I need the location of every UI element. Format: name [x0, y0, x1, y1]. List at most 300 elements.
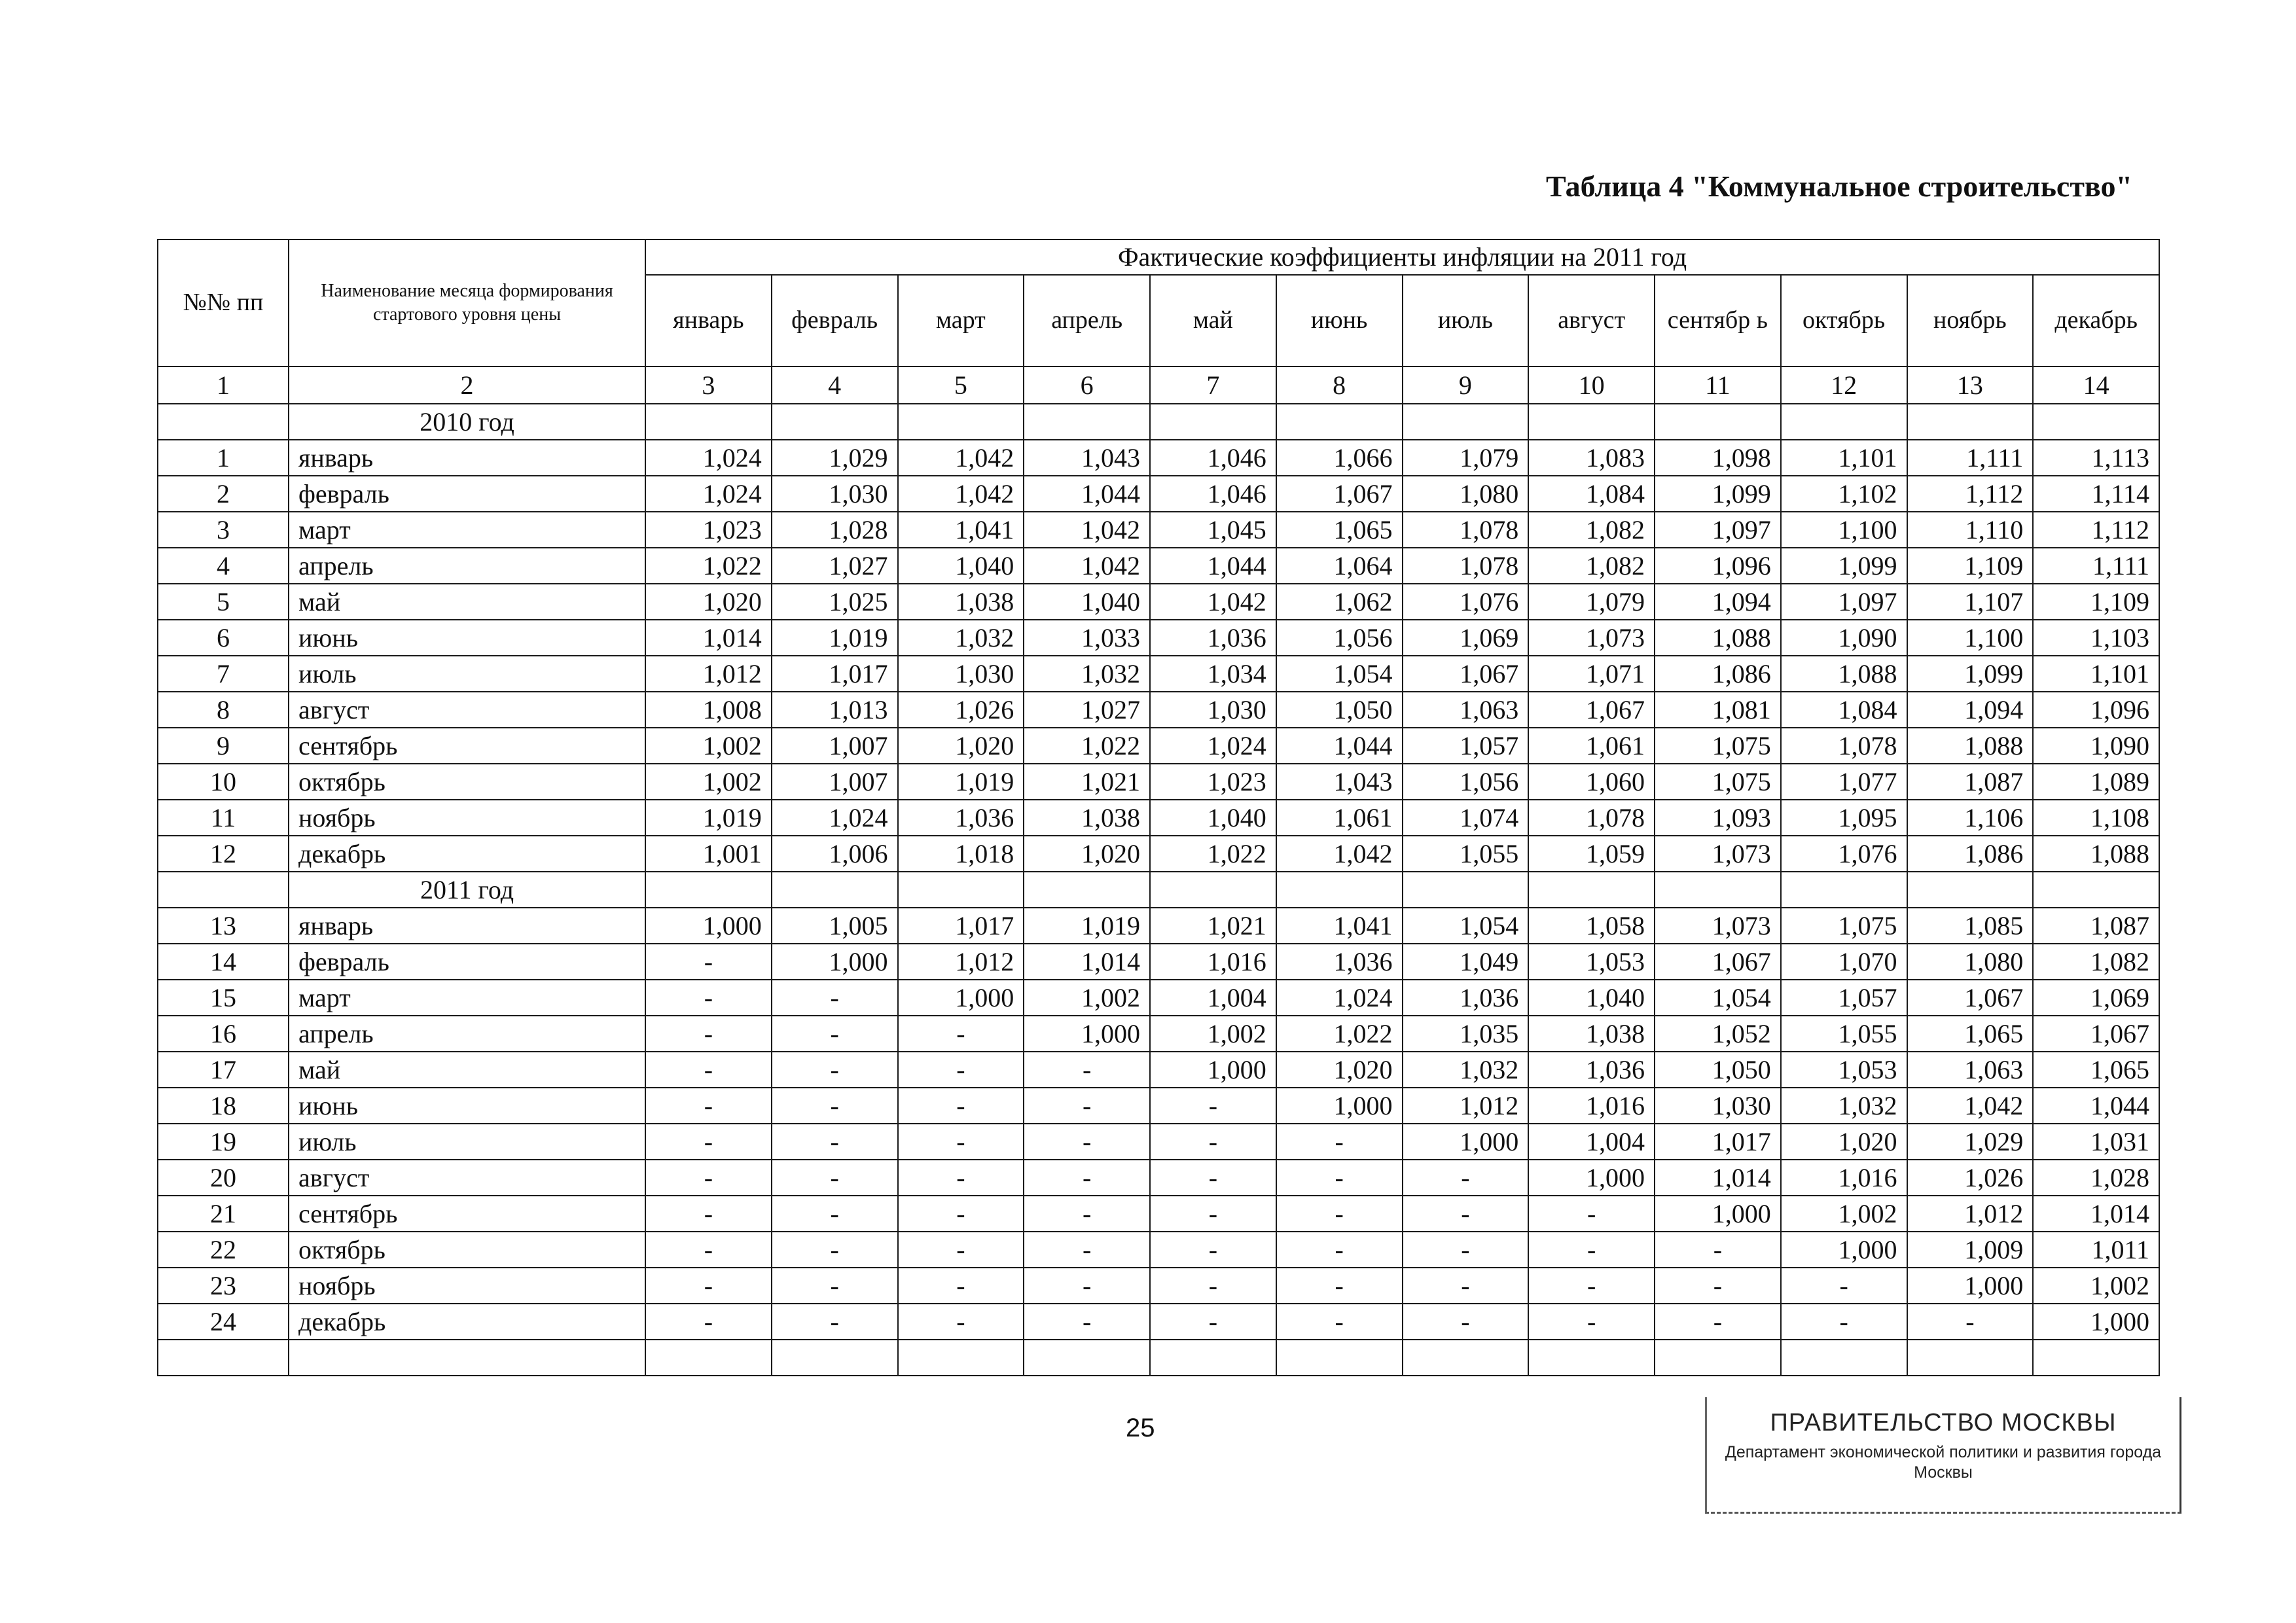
empty-cell: [1528, 404, 1655, 440]
inflation-coefficients-table: [157, 239, 2160, 1376]
header-month: сентябр ь: [1655, 275, 1781, 366]
coefficient-cell: 1,101: [2033, 656, 2159, 692]
coefficient-cell: 1,000: [645, 908, 772, 944]
coefficient-cell: -: [1276, 1196, 1403, 1232]
coefficient-cell: 1,050: [1276, 692, 1403, 728]
coefficient-cell: -: [772, 980, 898, 1016]
coefficient-cell: 1,113: [2033, 440, 2159, 476]
row-number: 8: [158, 692, 289, 728]
row-number: 24: [158, 1304, 289, 1340]
coefficient-cell: 1,087: [1907, 764, 2034, 800]
coefficient-cell: 1,042: [1276, 836, 1403, 872]
coefficient-cell: 1,064: [1276, 548, 1403, 584]
coefficient-cell: 1,049: [1403, 944, 1529, 980]
coefficient-cell: 1,014: [645, 620, 772, 656]
coefficient-cell: 1,096: [2033, 692, 2159, 728]
empty-cell: [2033, 1340, 2159, 1376]
coefficient-cell: 1,002: [1024, 980, 1150, 1016]
row-month: январь: [289, 440, 645, 476]
empty-cell: [1655, 872, 1781, 908]
header-month: октябрь: [1781, 275, 1907, 366]
coefficient-cell: 1,079: [1528, 584, 1655, 620]
coefficient-cell: -: [772, 1304, 898, 1340]
coefficient-cell: 1,063: [1907, 1052, 2034, 1088]
row-number: 19: [158, 1124, 289, 1160]
coefficient-cell: 1,066: [1276, 440, 1403, 476]
row-month: октябрь: [289, 764, 645, 800]
coefficient-cell: 1,022: [1150, 836, 1276, 872]
column-number: 13: [1907, 366, 2034, 404]
coefficient-cell: 1,038: [898, 584, 1024, 620]
coefficient-cell: -: [1276, 1304, 1403, 1340]
coefficient-cell: 1,013: [772, 692, 898, 728]
coefficient-cell: 1,022: [645, 548, 772, 584]
header-col-number: №№ пп: [158, 240, 289, 366]
coefficient-cell: 1,012: [898, 944, 1024, 980]
coefficient-cell: -: [1024, 1196, 1150, 1232]
coefficient-cell: 1,014: [1024, 944, 1150, 980]
row-month: апрель: [289, 1016, 645, 1052]
row-number: 3: [158, 512, 289, 548]
coefficient-cell: 1,109: [1907, 548, 2034, 584]
coefficient-cell: 1,061: [1276, 800, 1403, 836]
coefficient-cell: 1,054: [1403, 908, 1529, 944]
coefficient-cell: 1,043: [1024, 440, 1150, 476]
coefficient-cell: 1,042: [898, 476, 1024, 512]
coefficient-cell: 1,043: [1276, 764, 1403, 800]
coefficient-cell: 1,040: [1528, 980, 1655, 1016]
coefficient-cell: 1,040: [1024, 584, 1150, 620]
year-row-num: [158, 872, 289, 908]
row-number: 13: [158, 908, 289, 944]
coefficient-cell: 1,069: [1403, 620, 1529, 656]
coefficient-cell: -: [898, 1304, 1024, 1340]
coefficient-cell: 1,076: [1403, 584, 1529, 620]
coefficient-cell: 1,030: [772, 476, 898, 512]
coefficient-cell: 1,029: [1907, 1124, 2034, 1160]
coefficient-cell: -: [1024, 1304, 1150, 1340]
coefficient-cell: 1,067: [1907, 980, 2034, 1016]
row-month: август: [289, 1160, 645, 1196]
row-month: март: [289, 980, 645, 1016]
row-month: август: [289, 692, 645, 728]
coefficient-cell: 1,031: [2033, 1124, 2159, 1160]
coefficient-cell: 1,077: [1781, 764, 1907, 800]
empty-cell: [645, 1340, 772, 1376]
page-number: 25: [1126, 1414, 1155, 1442]
coefficient-cell: 1,114: [2033, 476, 2159, 512]
coefficient-cell: -: [1024, 1088, 1150, 1124]
coefficient-cell: 1,011: [2033, 1232, 2159, 1268]
row-number: 9: [158, 728, 289, 764]
row-number: 20: [158, 1160, 289, 1196]
coefficient-cell: 1,082: [1528, 548, 1655, 584]
coefficient-cell: 1,090: [1781, 620, 1907, 656]
coefficient-cell: 1,065: [1907, 1016, 2034, 1052]
coefficient-cell: 1,082: [1528, 512, 1655, 548]
coefficient-cell: 1,000: [1528, 1160, 1655, 1196]
coefficient-cell: 1,086: [1655, 656, 1781, 692]
coefficient-cell: -: [1276, 1232, 1403, 1268]
empty-cell: [1150, 872, 1276, 908]
coefficient-cell: 1,024: [1150, 728, 1276, 764]
coefficient-cell: 1,036: [1528, 1052, 1655, 1088]
coefficient-cell: 1,067: [1655, 944, 1781, 980]
coefficient-cell: 1,023: [1150, 764, 1276, 800]
row-number: 11: [158, 800, 289, 836]
empty-cell: [898, 1340, 1024, 1376]
empty-cell: [1781, 404, 1907, 440]
coefficient-cell: 1,001: [645, 836, 772, 872]
row-month: июнь: [289, 620, 645, 656]
row-month: апрель: [289, 548, 645, 584]
table-row: [158, 620, 2159, 656]
coefficient-cell: 1,097: [1781, 584, 1907, 620]
coefficient-cell: 1,030: [898, 656, 1024, 692]
table-row: [158, 908, 2159, 944]
empty-row: [158, 1340, 2159, 1376]
coefficient-cell: 1,096: [1655, 548, 1781, 584]
row-number: 12: [158, 836, 289, 872]
empty-cell: [1907, 1340, 2034, 1376]
coefficient-cell: 1,102: [1781, 476, 1907, 512]
empty-cell: [2033, 404, 2159, 440]
coefficient-cell: 1,069: [2033, 980, 2159, 1016]
coefficient-cell: 1,109: [2033, 584, 2159, 620]
coefficient-cell: 1,058: [1528, 908, 1655, 944]
row-month: ноябрь: [289, 800, 645, 836]
row-month: февраль: [289, 476, 645, 512]
coefficient-cell: 1,032: [1024, 656, 1150, 692]
header-month: февраль: [772, 275, 898, 366]
table-row: [158, 548, 2159, 584]
coefficient-cell: 1,111: [1907, 440, 2034, 476]
coefficient-cell: 1,000: [1403, 1124, 1529, 1160]
empty-cell: [1150, 404, 1276, 440]
coefficient-cell: -: [772, 1016, 898, 1052]
coefficient-cell: 1,063: [1403, 692, 1529, 728]
coefficient-cell: 1,057: [1781, 980, 1907, 1016]
coefficient-cell: 1,024: [772, 800, 898, 836]
coefficient-cell: 1,000: [898, 980, 1024, 1016]
coefficient-cell: 1,071: [1528, 656, 1655, 692]
empty-cell: [1024, 1340, 1150, 1376]
coefficient-cell: -: [1528, 1196, 1655, 1232]
coefficient-cell: 1,080: [1403, 476, 1529, 512]
row-month: июль: [289, 1124, 645, 1160]
row-month: февраль: [289, 944, 645, 980]
coefficient-cell: 1,090: [2033, 728, 2159, 764]
row-month: май: [289, 584, 645, 620]
coefficient-cell: 1,046: [1150, 476, 1276, 512]
column-number: 7: [1150, 366, 1276, 404]
coefficient-cell: 1,050: [1655, 1052, 1781, 1088]
row-number: 16: [158, 1016, 289, 1052]
coefficient-cell: -: [1150, 1304, 1276, 1340]
table-row: [158, 1268, 2159, 1304]
coefficient-cell: 1,032: [1403, 1052, 1529, 1088]
coefficient-cell: 1,099: [1907, 656, 2034, 692]
coefficient-cell: -: [645, 1088, 772, 1124]
coefficient-cell: -: [898, 1124, 1024, 1160]
coefficient-cell: 1,036: [898, 800, 1024, 836]
coefficient-cell: 1,100: [1907, 620, 2034, 656]
header-month: август: [1528, 275, 1655, 366]
coefficient-cell: 1,007: [772, 764, 898, 800]
coefficient-cell: 1,004: [1528, 1124, 1655, 1160]
table-row: [158, 1052, 2159, 1088]
coefficient-cell: 1,070: [1781, 944, 1907, 980]
coefficient-cell: 1,002: [1150, 1016, 1276, 1052]
coefficient-cell: -: [898, 1160, 1024, 1196]
coefficient-cell: 1,088: [1655, 620, 1781, 656]
coefficient-cell: 1,088: [1781, 656, 1907, 692]
coefficient-cell: -: [772, 1268, 898, 1304]
coefficient-cell: 1,020: [898, 728, 1024, 764]
table-row: [158, 1088, 2159, 1124]
empty-cell: [772, 872, 898, 908]
coefficient-cell: -: [1276, 1268, 1403, 1304]
table-row: [158, 836, 2159, 872]
row-month: март: [289, 512, 645, 548]
coefficient-cell: 1,067: [1528, 692, 1655, 728]
coefficient-cell: 1,073: [1655, 908, 1781, 944]
coefficient-cell: 1,074: [1403, 800, 1529, 836]
coefficient-cell: 1,012: [645, 656, 772, 692]
coefficient-cell: 1,040: [898, 548, 1024, 584]
row-month: май: [289, 1052, 645, 1088]
empty-cell: [2033, 872, 2159, 908]
coefficient-cell: 1,083: [1528, 440, 1655, 476]
coefficient-cell: 1,075: [1655, 764, 1781, 800]
coefficient-cell: 1,027: [1024, 692, 1150, 728]
coefficient-cell: 1,004: [1150, 980, 1276, 1016]
coefficient-cell: 1,078: [1403, 512, 1529, 548]
coefficient-cell: 1,016: [1150, 944, 1276, 980]
coefficient-cell: -: [1276, 1160, 1403, 1196]
empty-cell: [1907, 872, 2034, 908]
coefficient-cell: 1,042: [1024, 512, 1150, 548]
coefficient-cell: 1,014: [2033, 1196, 2159, 1232]
header-month: апрель: [1024, 275, 1150, 366]
table-row: [158, 656, 2159, 692]
coefficient-cell: 1,042: [1150, 584, 1276, 620]
coefficient-cell: -: [898, 1268, 1024, 1304]
coefficient-cell: -: [645, 1196, 772, 1232]
coefficient-cell: 1,112: [2033, 512, 2159, 548]
empty-cell: [1403, 1340, 1529, 1376]
coefficient-cell: 1,097: [1655, 512, 1781, 548]
coefficient-cell: -: [645, 1160, 772, 1196]
column-number: 8: [1276, 366, 1403, 404]
coefficient-cell: 1,032: [898, 620, 1024, 656]
coefficient-cell: 1,065: [1276, 512, 1403, 548]
coefficient-cell: 1,107: [1907, 584, 2034, 620]
coefficient-cell: 1,007: [772, 728, 898, 764]
coefficient-cell: 1,042: [898, 440, 1024, 476]
empty-cell: [1655, 1340, 1781, 1376]
table-row: [158, 1160, 2159, 1196]
coefficient-cell: 1,075: [1655, 728, 1781, 764]
coefficient-cell: -: [898, 1232, 1024, 1268]
table-row: [158, 692, 2159, 728]
coefficient-cell: 1,017: [898, 908, 1024, 944]
coefficient-cell: 1,023: [645, 512, 772, 548]
coefficient-cell: 1,024: [1276, 980, 1403, 1016]
coefficient-cell: 1,020: [1024, 836, 1150, 872]
coefficient-cell: -: [1528, 1232, 1655, 1268]
row-number: 18: [158, 1088, 289, 1124]
coefficient-cell: 1,106: [1907, 800, 2034, 836]
column-number: 11: [1655, 366, 1781, 404]
table-row: [158, 440, 2159, 476]
coefficient-cell: 1,056: [1403, 764, 1529, 800]
column-number: 10: [1528, 366, 1655, 404]
header-month: ноябрь: [1907, 275, 2034, 366]
coefficient-cell: 1,032: [1781, 1088, 1907, 1124]
coefficient-cell: -: [1150, 1268, 1276, 1304]
coefficient-cell: -: [645, 1304, 772, 1340]
ministry-stamp: [1705, 1397, 2181, 1514]
empty-cell: [898, 872, 1024, 908]
coefficient-cell: -: [645, 1268, 772, 1304]
coefficient-cell: -: [1150, 1196, 1276, 1232]
empty-cell: [1907, 404, 2034, 440]
coefficient-cell: 1,021: [1024, 764, 1150, 800]
coefficient-cell: -: [1024, 1160, 1150, 1196]
coefficient-cell: -: [898, 1196, 1024, 1232]
header-month: декабрь: [2033, 275, 2159, 366]
coefficient-cell: 1,059: [1528, 836, 1655, 872]
empty-cell: [898, 404, 1024, 440]
coefficient-cell: -: [645, 980, 772, 1016]
coefficient-cell: -: [1150, 1160, 1276, 1196]
coefficient-cell: 1,084: [1528, 476, 1655, 512]
coefficient-cell: 1,036: [1150, 620, 1276, 656]
empty-cell: [1655, 404, 1781, 440]
coefficient-cell: 1,067: [1403, 656, 1529, 692]
coefficient-cell: 1,000: [772, 944, 898, 980]
coefficient-cell: 1,022: [1024, 728, 1150, 764]
coefficient-cell: -: [772, 1196, 898, 1232]
table-row: [158, 800, 2159, 836]
row-number: 23: [158, 1268, 289, 1304]
coefficient-cell: 1,020: [645, 584, 772, 620]
coefficient-cell: -: [1403, 1232, 1529, 1268]
coefficient-cell: 1,026: [1907, 1160, 2034, 1196]
coefficient-cell: 1,026: [898, 692, 1024, 728]
table-row: [158, 476, 2159, 512]
coefficient-cell: 1,000: [1276, 1088, 1403, 1124]
coefficient-cell: 1,046: [1150, 440, 1276, 476]
coefficient-cell: 1,053: [1781, 1052, 1907, 1088]
empty-cell: [645, 872, 772, 908]
table-row: [158, 980, 2159, 1016]
coefficient-cell: -: [898, 1088, 1024, 1124]
coefficient-cell: 1,000: [1150, 1052, 1276, 1088]
coefficient-cell: 1,082: [2033, 944, 2159, 980]
coefficient-cell: -: [1781, 1304, 1907, 1340]
coefficient-cell: 1,040: [1150, 800, 1276, 836]
coefficient-cell: 1,009: [1907, 1232, 2034, 1268]
coefficient-cell: 1,078: [1781, 728, 1907, 764]
coefficient-cell: 1,000: [1024, 1016, 1150, 1052]
coefficient-cell: 1,018: [898, 836, 1024, 872]
row-month: сентябрь: [289, 728, 645, 764]
year-row: [158, 404, 2159, 440]
row-number: 5: [158, 584, 289, 620]
coefficient-cell: -: [898, 1052, 1024, 1088]
empty-cell: [1528, 872, 1655, 908]
coefficient-cell: 1,076: [1781, 836, 1907, 872]
coefficient-cell: 1,103: [2033, 620, 2159, 656]
coefficient-cell: 1,100: [1781, 512, 1907, 548]
header-month: май: [1150, 275, 1276, 366]
coefficient-cell: 1,078: [1403, 548, 1529, 584]
coefficient-cell: 1,089: [2033, 764, 2159, 800]
coefficient-cell: 1,000: [2033, 1304, 2159, 1340]
coefficient-cell: 1,000: [1655, 1196, 1781, 1232]
coefficient-cell: 1,075: [1781, 908, 1907, 944]
table-title: Таблица 4 "Коммунальное строительство": [1546, 169, 2132, 203]
row-number: 7: [158, 656, 289, 692]
column-number: 9: [1403, 366, 1529, 404]
coefficient-cell: 1,053: [1528, 944, 1655, 980]
row-month: сентябрь: [289, 1196, 645, 1232]
coefficient-cell: 1,000: [1907, 1268, 2034, 1304]
coefficient-cell: 1,002: [645, 728, 772, 764]
coefficient-cell: 1,044: [1150, 548, 1276, 584]
coefficient-cell: -: [1024, 1268, 1150, 1304]
coefficient-cell: 1,019: [898, 764, 1024, 800]
coefficient-cell: -: [1276, 1124, 1403, 1160]
header-month: январь: [645, 275, 772, 366]
coefficient-cell: 1,030: [1655, 1088, 1781, 1124]
coefficient-cell: -: [1150, 1232, 1276, 1268]
coefficient-cell: 1,065: [2033, 1052, 2159, 1088]
empty-cell: [158, 1340, 289, 1376]
coefficient-cell: 1,061: [1528, 728, 1655, 764]
row-number: 17: [158, 1052, 289, 1088]
row-number: 22: [158, 1232, 289, 1268]
row-month: июль: [289, 656, 645, 692]
coefficient-cell: 1,099: [1655, 476, 1781, 512]
empty-cell: [1276, 1340, 1403, 1376]
coefficient-cell: 1,022: [1276, 1016, 1403, 1052]
coefficient-cell: -: [1024, 1232, 1150, 1268]
coefficient-cell: -: [1655, 1232, 1781, 1268]
coefficient-cell: -: [1907, 1304, 2034, 1340]
header-col-month-name: Наименование месяца формирования стартового уровня цены: [289, 240, 645, 366]
coefficient-cell: 1,079: [1403, 440, 1529, 476]
row-number: 10: [158, 764, 289, 800]
coefficient-cell: -: [1403, 1196, 1529, 1232]
empty-cell: [1276, 872, 1403, 908]
column-number: 2: [289, 366, 645, 404]
coefficient-cell: 1,055: [1403, 836, 1529, 872]
row-month: октябрь: [289, 1232, 645, 1268]
coefficient-cell: 1,017: [1655, 1124, 1781, 1160]
coefficient-cell: 1,024: [645, 440, 772, 476]
header-month: июнь: [1276, 275, 1403, 366]
coefficient-cell: 1,019: [645, 800, 772, 836]
table-row: [158, 1124, 2159, 1160]
coefficient-cell: -: [645, 1232, 772, 1268]
empty-cell: [1403, 872, 1529, 908]
table-row: [158, 1232, 2159, 1268]
coefficient-cell: 1,056: [1276, 620, 1403, 656]
header-month: март: [898, 275, 1024, 366]
